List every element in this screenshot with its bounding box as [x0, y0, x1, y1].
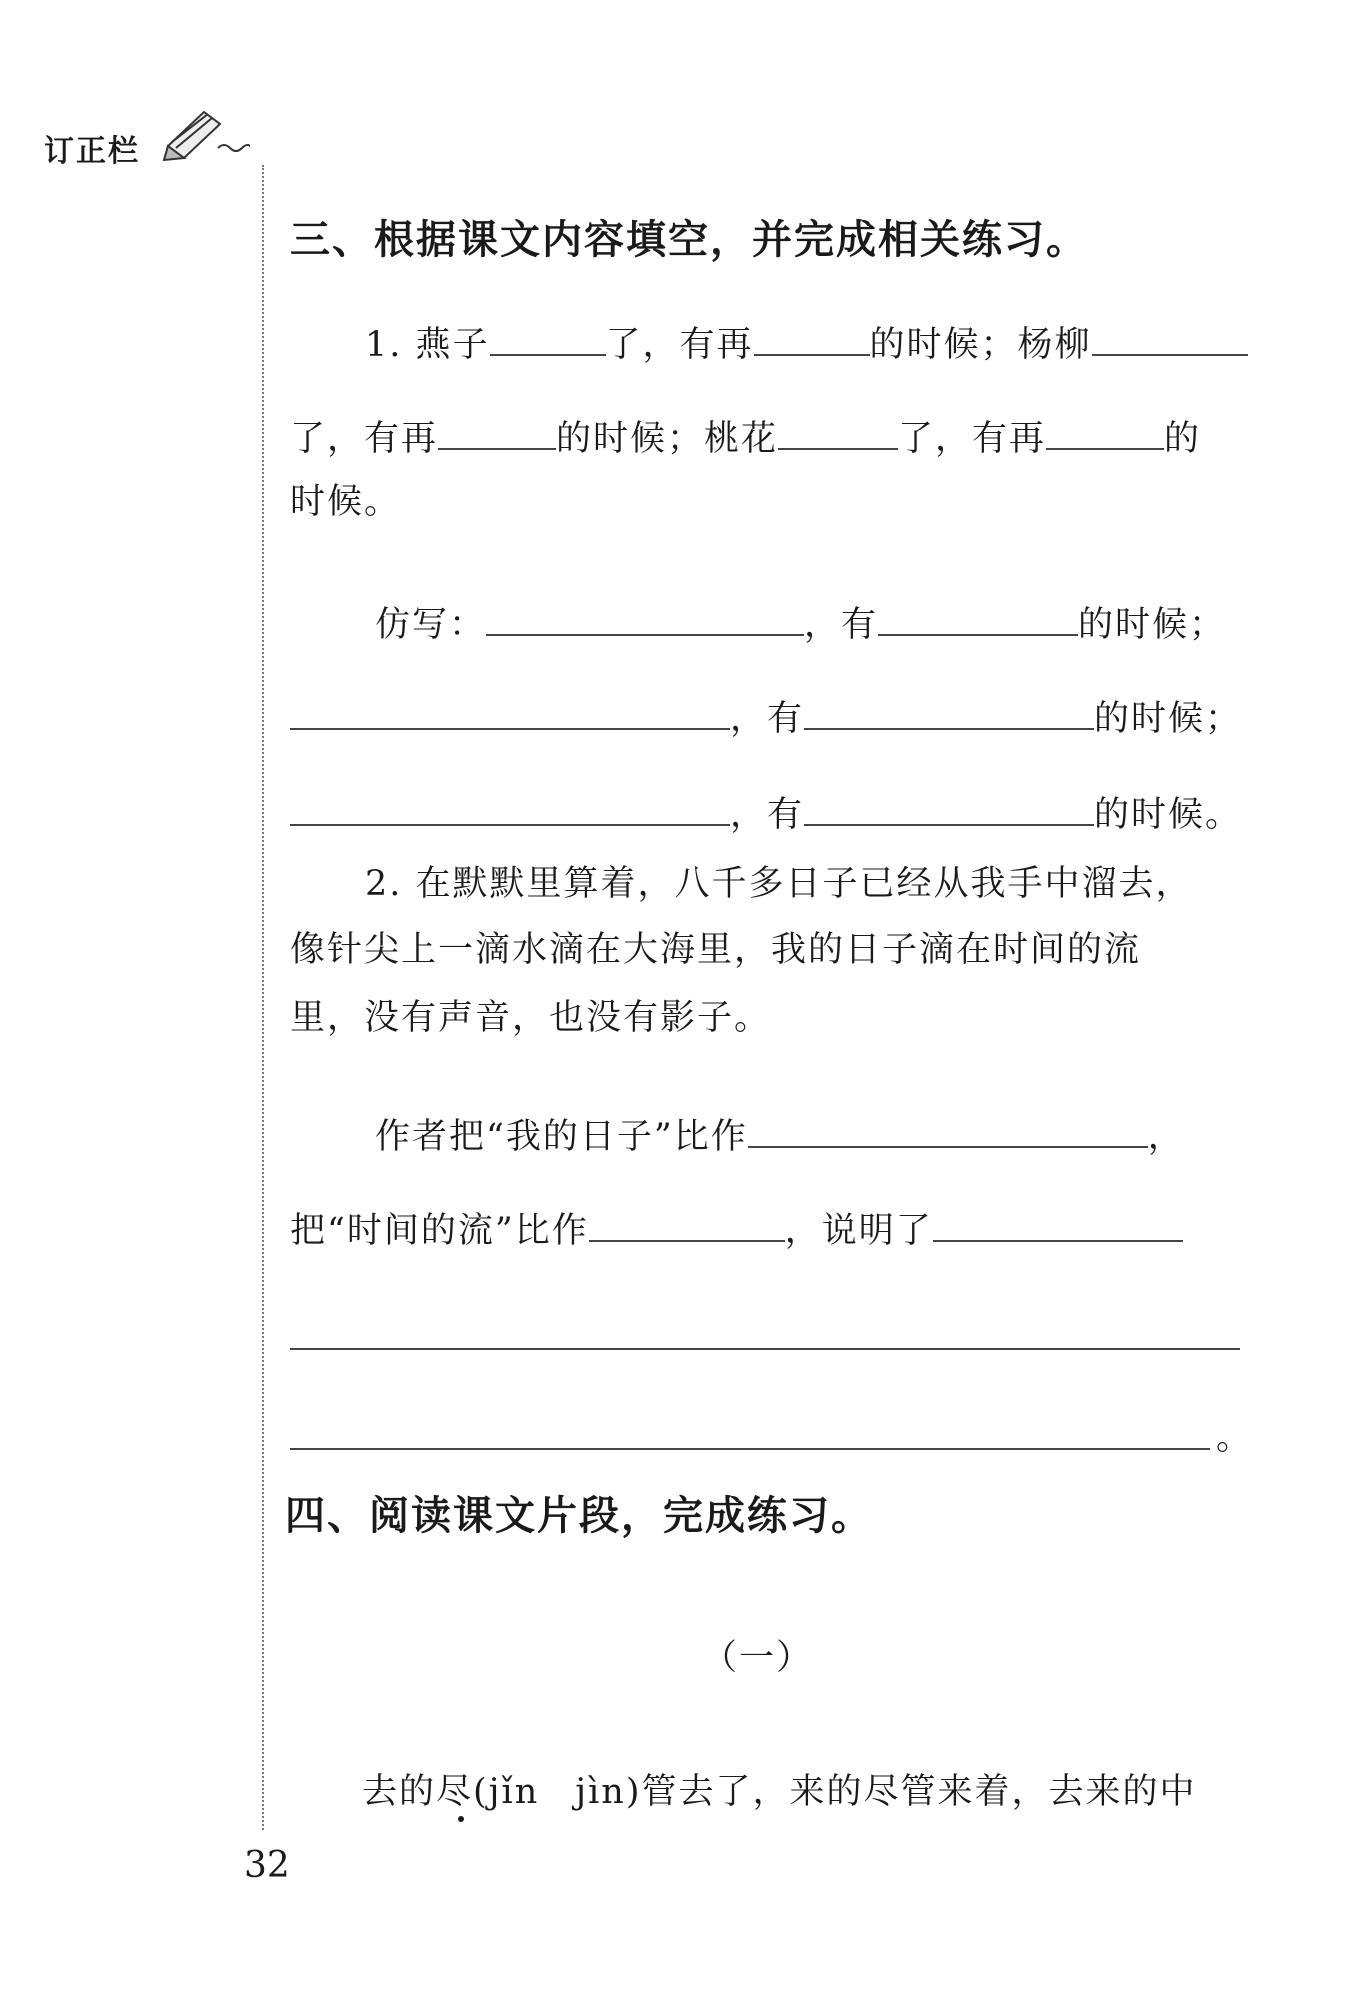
imitation-blank-5[interactable]	[290, 788, 730, 826]
margin-divider	[262, 165, 264, 1830]
passage-line-1	[362, 1770, 1197, 1815]
page-number: 32	[244, 1845, 290, 1886]
q1-text-1: 1. 燕子	[365, 325, 490, 365]
q1-blank-5[interactable]	[778, 412, 898, 450]
q1-text-5: 的时候；桃花	[556, 419, 779, 459]
part-title: （一）	[702, 1638, 814, 1678]
imitation-end-1: 的时候；	[1078, 605, 1227, 645]
imitation-you-3: ，有	[730, 795, 805, 835]
imitation-blank-6[interactable]	[804, 788, 1094, 826]
q2-prompt-2: 把“时间的流”比作	[290, 1211, 589, 1251]
imitation-end-3: 的时候。	[1094, 795, 1243, 835]
q2-line-1: 2. 在默默里算着，八千多日子已经从我手中溜去，	[365, 864, 1193, 904]
section-3-heading: 三、根据课文内容填空，并完成相关练习。	[290, 217, 1088, 263]
q1-line-2	[290, 412, 1201, 462]
imitation-blank-3[interactable]	[290, 692, 730, 730]
q2-answer-line-1[interactable]	[290, 1348, 1240, 1350]
imitation-blank-1[interactable]	[486, 598, 804, 636]
q1-text-3: 的时候；杨柳	[869, 325, 1092, 365]
q2-prompt-line-1	[375, 1110, 1185, 1160]
q1-text-2: 了，有再	[605, 325, 754, 365]
q2-prompt-line-2	[290, 1204, 1183, 1254]
q1-blank-6[interactable]	[1046, 412, 1164, 450]
pencil-icon	[160, 102, 250, 162]
q2-line-3: 里，没有声音，也没有影子。	[290, 998, 772, 1038]
imitation-you-1: ，有	[804, 605, 879, 645]
q2-end-mark: 。	[1216, 1418, 1254, 1458]
q1-blank-1[interactable]	[490, 318, 606, 356]
section-4-heading: 四、阅读课文片段，完成练习。	[285, 1493, 873, 1539]
imitation-label: 仿写：	[375, 605, 487, 645]
q2-blank-3[interactable]	[933, 1204, 1183, 1242]
q2-blank-1[interactable]	[748, 1110, 1148, 1148]
emphasis-dot	[458, 1816, 464, 1822]
q1-line-1	[365, 318, 1248, 368]
passage-text-2: jìn)管去了，来的尽管来着，去来的中	[575, 1772, 1197, 1812]
q2-answer-line-2[interactable]	[290, 1448, 1210, 1450]
q1-blank-3[interactable]	[1092, 318, 1248, 356]
imitation-end-2: 的时候；	[1094, 699, 1243, 739]
q1-text-7: 的	[1164, 419, 1202, 459]
passage-text-1: 去的尽	[362, 1772, 474, 1812]
pinyin-option-1[interactable]: (jǐn	[473, 1772, 540, 1812]
q2-blank-2[interactable]	[589, 1204, 785, 1242]
q1-text-4: 了，有再	[290, 419, 439, 459]
q1-blank-2[interactable]	[754, 318, 870, 356]
q2-prompt-1: 作者把“我的日子”比作	[375, 1117, 748, 1157]
imitation-you-2: ，有	[730, 699, 805, 739]
correction-column-label: 订正栏	[44, 134, 140, 169]
q2-prompt-3: ，说明了	[784, 1211, 933, 1251]
imitation-line-3	[290, 788, 1242, 838]
q1-blank-4[interactable]	[438, 412, 556, 450]
imitation-blank-2[interactable]	[878, 598, 1078, 636]
q2-comma: ，	[1147, 1117, 1185, 1157]
q2-line-2: 像针尖上一滴水滴在大海里，我的日子滴在时间的流	[290, 930, 1142, 970]
q1-line-3: 时候。	[290, 482, 402, 522]
q1-text-6: 了，有再	[898, 419, 1047, 459]
imitation-line-1	[375, 598, 1226, 648]
imitation-blank-4[interactable]	[804, 692, 1094, 730]
imitation-line-2	[290, 692, 1242, 742]
